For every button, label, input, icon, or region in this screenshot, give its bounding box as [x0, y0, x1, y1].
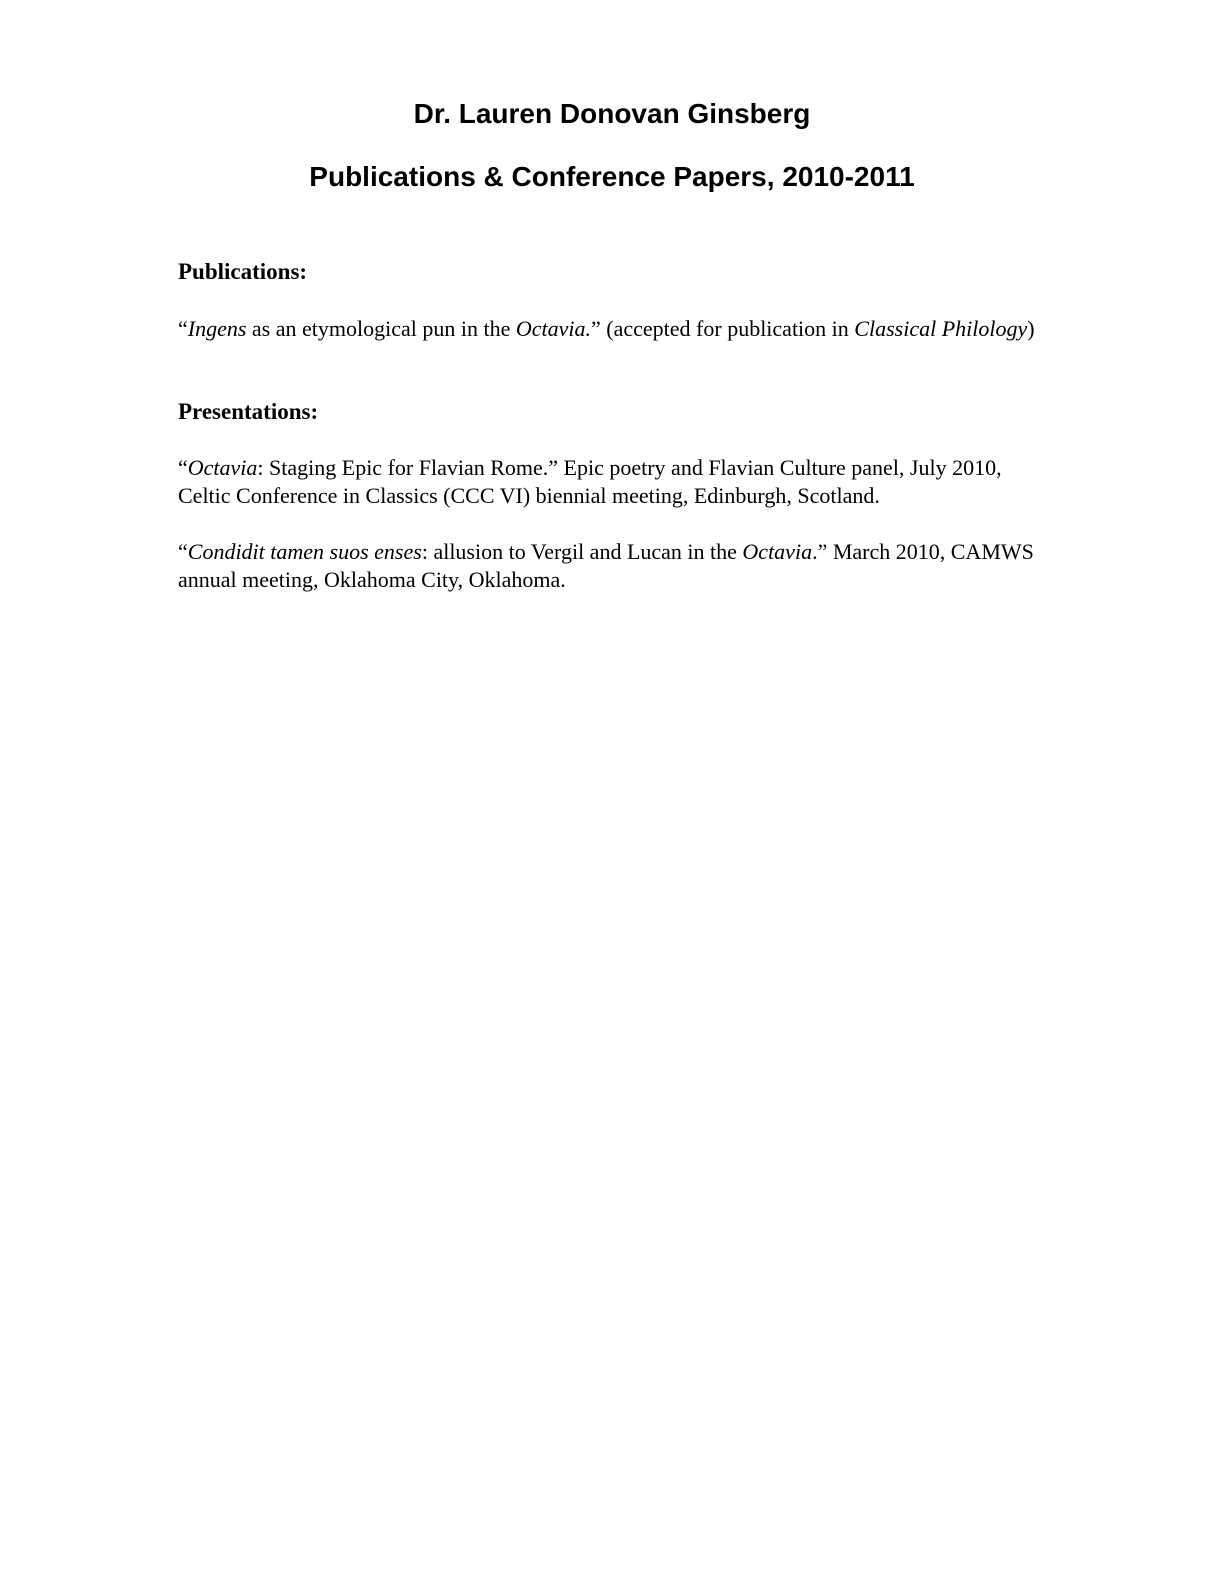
- presentation-detail: Epic poetry and Flavian Culture panel, July 2010, Celtic Conference in Classics (CCC VI) biennial meeting, Edinburgh, Scotland.: [178, 455, 1002, 508]
- presentations-heading: Presentations:: [178, 399, 319, 424]
- author-name-title: Dr. Lauren Donovan Ginsberg: [413, 98, 811, 129]
- publication-detail: (accepted for publication in: [600, 316, 855, 341]
- open-quote: “: [178, 539, 188, 564]
- presentation-detail: March 2010, CAMWS annual meeting, Oklahoma City, Oklahoma.: [178, 539, 1034, 592]
- presentation-entry: [178, 454, 1048, 510]
- presentation-title-end: .”: [812, 539, 828, 564]
- publication-entry: [178, 315, 1048, 343]
- publication-title-text: as an etymological pun in the: [246, 316, 516, 341]
- document-subtitle: Publications & Conference Papers, 2010-2011: [309, 161, 915, 192]
- close-quote: ”: [591, 316, 601, 341]
- publications-heading: Publications:: [178, 259, 308, 284]
- presentation-title-italic: Condidit tamen suos enses: [187, 539, 422, 564]
- presentation-title-text: : Staging Epic for Flavian Rome.”: [257, 455, 559, 480]
- presentation-title-text: : allusion to Vergil and Lucan in the: [421, 539, 743, 564]
- publication-detail-end: ): [1027, 316, 1035, 341]
- presentation-title-italic: Octavia: [187, 455, 258, 480]
- presentation-title-italic-2: Octavia: [742, 539, 813, 564]
- presentation-entry: [178, 538, 1048, 594]
- open-quote: “: [178, 455, 188, 480]
- publication-title-italic: Ingens: [187, 316, 247, 341]
- journal-name: Classical Philology: [854, 316, 1028, 341]
- publication-title-italic-2: Octavia.: [515, 316, 592, 341]
- open-quote: “: [178, 316, 188, 341]
